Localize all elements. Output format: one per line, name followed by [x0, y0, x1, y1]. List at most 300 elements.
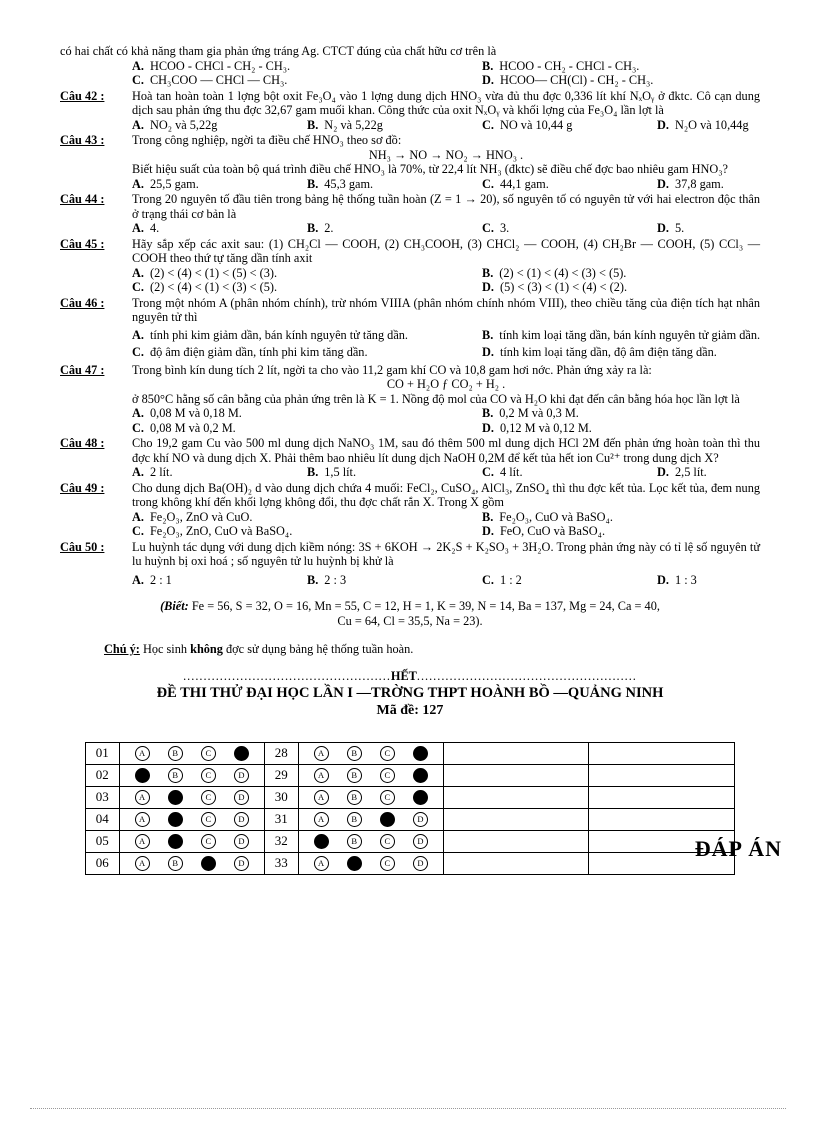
question-49 — [60, 481, 760, 510]
question-label: Câu 43 : — [60, 133, 105, 147]
row-number: 06 — [86, 852, 120, 874]
bubble-d[interactable] — [413, 746, 428, 761]
option-d[interactable] — [657, 573, 816, 588]
bubble-a[interactable] — [314, 790, 329, 805]
bubble-d[interactable] — [234, 834, 249, 849]
bubble-d[interactable] — [413, 834, 428, 849]
bubble-group — [120, 856, 264, 871]
exam-title: ĐỀ THI THỬ ĐẠI HỌC LẦN I —TRỜNG THPT HOÀNH BỒ —QUẢNG NINH — [156, 685, 664, 701]
question-49-options-row-2 — [132, 524, 816, 539]
bubble-c[interactable] — [380, 746, 395, 761]
bubble-letter: C — [384, 769, 391, 780]
question-48-options — [132, 465, 816, 480]
option-text: FeO, CuO và BaSO₄. — [499, 524, 606, 538]
option-letter: D. — [482, 73, 494, 87]
bubble-a[interactable] — [135, 768, 150, 783]
bubble-letter: D — [238, 835, 245, 846]
bubble-c[interactable] — [380, 834, 395, 849]
bubble-d[interactable] — [234, 768, 249, 783]
answer-choices-left[interactable] — [119, 786, 264, 808]
option-a[interactable] — [132, 573, 307, 588]
bubble-a[interactable] — [314, 834, 329, 849]
question-43-stem2: Biết hiệu suất của toàn bộ quá trình điều chế HNO₃ là 70%, từ 22,4 lít NH₃ (đktc) sẽ điều chế đợc bao nhiêu gam HNO₃? — [132, 162, 728, 176]
answer-choices-left[interactable] — [119, 830, 264, 852]
bubble-letter: C — [205, 747, 212, 758]
question-label: Câu 48 : — [60, 436, 105, 450]
row-number: 29 — [265, 764, 299, 786]
table-row — [86, 786, 735, 808]
row-number: 01 — [86, 742, 120, 764]
answer-choices-right[interactable] — [298, 742, 443, 764]
bubble-letter: C — [384, 791, 391, 802]
bubble-letter: A — [139, 835, 146, 846]
bubble-b[interactable] — [347, 812, 362, 827]
atomic-mass-note — [60, 599, 760, 628]
empty-cell — [444, 852, 589, 874]
bubble-d[interactable] — [234, 856, 249, 871]
question-stem: Trong công nghiệp, ngời ta điều chế HNO₃ theo sơ đồ: — [132, 133, 402, 147]
option-b[interactable] — [307, 573, 482, 588]
document-content — [60, 44, 760, 875]
option-c[interactable] — [482, 465, 657, 480]
empty-cell — [444, 742, 589, 764]
row-number: 30 — [265, 786, 299, 808]
bubble-b[interactable] — [347, 790, 362, 805]
bubble-letter: A — [139, 813, 146, 824]
option-letter: D. — [657, 572, 669, 587]
answer-choices-left[interactable] — [119, 808, 264, 830]
bubble-c[interactable] — [201, 812, 216, 827]
option-letter: B. — [482, 509, 494, 524]
bubble-b[interactable] — [168, 768, 183, 783]
bubble-group — [299, 746, 443, 761]
bubble-d[interactable] — [413, 768, 428, 783]
empty-cell — [444, 830, 589, 852]
empty-cell — [444, 786, 589, 808]
question-47-options-row-2 — [132, 421, 816, 436]
bubble-letter: B — [351, 813, 358, 824]
question-stem: Trong 20 nguyên tố đầu tiên trong bảng hệ thống tuần hoàn (Z = 1 → 20), số nguyên tố có nguyên tử với hai electron độc thân ở trạng thái cơ bản là — [132, 192, 760, 221]
option-text: 25,5 gam. — [149, 176, 199, 191]
biet-line-2: Cu = 64, Cl = 35,5, Na = 23). — [337, 613, 483, 628]
bubble-b[interactable] — [168, 746, 183, 761]
bubble-a[interactable] — [314, 856, 329, 871]
option-a[interactable] — [132, 510, 482, 525]
table-row — [86, 830, 735, 852]
bubble-d[interactable] — [234, 790, 249, 805]
bubble-c[interactable] — [380, 856, 395, 871]
option-letter: B. — [482, 327, 494, 342]
bubble-group — [120, 790, 264, 805]
question-42 — [60, 89, 760, 118]
option-text: 37,8 gam. — [674, 176, 724, 191]
bubble-group — [299, 856, 443, 871]
dap-an-heading: ĐÁP ÁN — [694, 836, 782, 861]
question-label: Câu 46 : — [60, 295, 105, 310]
biet-label: (Biết: — [160, 599, 189, 613]
answer-sheet-body — [86, 742, 735, 874]
option-text: 0,12 M và 0,12 M. — [499, 420, 592, 435]
bubble-letter: D — [417, 835, 424, 846]
question-50-options — [132, 573, 816, 588]
option-text: 2 lít. — [149, 465, 173, 479]
option-d[interactable] — [657, 221, 816, 236]
question-45-options-row-2 — [132, 280, 816, 295]
bubble-letter: C — [205, 813, 212, 824]
answer-choices-right[interactable] — [298, 764, 443, 786]
option-a[interactable] — [132, 118, 307, 133]
option-a[interactable] — [132, 59, 482, 74]
bubble-b[interactable] — [347, 746, 362, 761]
option-letter: A. — [132, 117, 144, 132]
question-stem: Hoà tan hoàn toàn 1 lợng bột oxit Fe₃O₄ vào 1 lợng dung dịch HNO₃ vừa đủ thu đợc 0,336 lít khí NₓOᵧ ở đktc. Cô cạn dung dịch sau phản ứng thu đợc 32,67 gam muối khan. Công thức của oxit NₓOᵧ và khối lợng của Fe₃O₄ lần lợt là — [132, 88, 760, 117]
option-text: 2 : 1 — [149, 572, 172, 587]
bubble-letter: D — [238, 769, 245, 780]
option-letter: D. — [482, 280, 494, 294]
bubble-c[interactable] — [201, 746, 216, 761]
bubble-letter: B — [172, 769, 179, 780]
chu-y-line — [104, 642, 760, 657]
option-c[interactable] — [482, 573, 657, 588]
option-letter: A. — [132, 572, 144, 587]
bubble-letter: D — [417, 857, 424, 868]
option-text: N₂ và 5,22g — [324, 117, 383, 132]
option-text: NO₂ và 5,22g — [149, 117, 218, 132]
option-b[interactable] — [482, 59, 816, 74]
bubble-letter: A — [318, 747, 325, 758]
question-43 — [60, 133, 760, 148]
bubble-b[interactable] — [168, 790, 183, 805]
question-47 — [60, 363, 760, 378]
answer-choices-right[interactable] — [298, 786, 443, 808]
empty-cell — [589, 764, 735, 786]
bubble-letter: A — [318, 769, 325, 780]
bubble-letter: D — [238, 791, 245, 802]
bubble-d[interactable] — [413, 790, 428, 805]
row-number: 31 — [265, 808, 299, 830]
empty-cell — [589, 786, 735, 808]
option-text: 45,3 gam. — [324, 176, 374, 191]
option-text: HCOO - CH₂ - CHCl - CH₃. — [499, 58, 640, 73]
answer-choices-left[interactable] — [119, 742, 264, 764]
bubble-d[interactable] — [413, 812, 428, 827]
option-text: Fe₂O₃, ZnO, CuO và BaSO₄. — [149, 524, 293, 538]
option-letter: D. — [482, 420, 494, 435]
option-letter: A. — [132, 509, 144, 524]
bubble-d[interactable] — [234, 812, 249, 827]
bubble-letter: B — [351, 747, 358, 758]
empty-cell — [589, 742, 735, 764]
option-letter: A. — [132, 465, 144, 479]
option-letter: B. — [482, 58, 494, 73]
question-48 — [60, 436, 760, 465]
option-letter: B. — [482, 265, 494, 280]
question-stem: Trong bình kín dung tích 2 lít, ngời ta cho vào 11,2 gam khí CO và 10,8 gam hơi nớc. Phản ứng xảy ra là: — [132, 362, 652, 377]
option-d[interactable] — [482, 280, 816, 295]
option-b[interactable] — [307, 118, 482, 133]
bubble-a[interactable] — [135, 834, 150, 849]
bubble-letter: A — [139, 857, 146, 868]
empty-cell — [444, 808, 589, 830]
bubble-a[interactable] — [135, 812, 150, 827]
option-text: Fe₂O₃, ZnO và CuO. — [149, 509, 253, 524]
question-45 — [60, 237, 760, 266]
option-d[interactable] — [482, 73, 816, 88]
option-letter: C. — [482, 572, 494, 587]
bubble-group — [120, 834, 264, 849]
row-number: 32 — [265, 830, 299, 852]
bubble-a[interactable] — [314, 746, 329, 761]
option-text: (2) < (1) < (4) < (3) < (5). — [499, 265, 627, 280]
option-text: 44,1 gam. — [499, 176, 549, 191]
bubble-letter: C — [384, 857, 391, 868]
bubble-letter: C — [205, 769, 212, 780]
answer-choices-left[interactable] — [119, 852, 264, 874]
bubble-d[interactable] — [234, 746, 249, 761]
bubble-c[interactable] — [201, 768, 216, 783]
option-text: 3. — [499, 221, 510, 235]
option-b[interactable] — [482, 266, 816, 281]
bubble-a[interactable] — [314, 812, 329, 827]
option-letter: C. — [482, 221, 494, 235]
answer-choices-left[interactable] — [119, 764, 264, 786]
option-letter: D. — [657, 465, 669, 479]
option-letter: C. — [132, 524, 144, 538]
option-letter: C. — [132, 73, 144, 87]
option-letter: A. — [132, 58, 144, 73]
option-c[interactable] — [482, 221, 657, 236]
empty-cell — [444, 764, 589, 786]
top-options-row-2 — [132, 73, 816, 88]
option-text: độ âm điện giảm dần, tính phi kim tăng dần. — [149, 345, 368, 359]
option-d[interactable] — [657, 465, 816, 480]
bubble-c[interactable] — [380, 790, 395, 805]
bubble-letter: A — [139, 747, 146, 758]
bubble-letter: B — [172, 747, 179, 758]
question-label: Câu 45 : — [60, 236, 105, 251]
option-c[interactable] — [482, 118, 657, 133]
option-text: HCOO - CHCl - CH₂ - CH₃. — [149, 58, 291, 73]
row-number: 02 — [86, 764, 120, 786]
option-d[interactable] — [482, 421, 816, 436]
question-42-options — [132, 118, 816, 133]
row-number: 28 — [265, 742, 299, 764]
option-a[interactable] — [132, 221, 307, 236]
option-text: 1,5 lít. — [324, 465, 357, 479]
bubble-letter: A — [318, 791, 325, 802]
bubble-group — [120, 768, 264, 783]
bubble-c[interactable] — [201, 834, 216, 849]
option-d[interactable] — [482, 524, 816, 539]
bubble-a[interactable] — [135, 790, 150, 805]
biet-line-1: Fe = 56, S = 32, O = 16, Mn = 55, C = 12, H = 1, K = 39, N = 14, Ba = 137, Mg = 24, Ca = 40, — [188, 599, 660, 613]
dots-left: ................................................... — [183, 668, 391, 683]
question-45-options-row-1 — [132, 266, 816, 281]
question-label: Câu 50 : — [60, 539, 105, 554]
option-c[interactable] — [132, 524, 482, 539]
question-stem: Hãy sắp xếp các axit sau: (1) CH₂Cl — COOH, (2) CH₃COOH, (3) CHCl₂ — COOH, (4) CH₂Br — COOH, (5) CCl₃ — COOH theo thứ tự tăng dần tính axit — [132, 236, 760, 265]
option-a[interactable] — [132, 177, 307, 192]
bubble-letter: A — [318, 857, 325, 868]
option-letter: B. — [307, 572, 319, 587]
option-d[interactable] — [657, 118, 816, 133]
option-text: 1 : 3 — [674, 572, 697, 587]
top-lead-text: có hai chất có khả năng tham gia phản ứng tráng Ag. CTCT đúng của chất hữu cơ trên là — [60, 44, 497, 58]
option-b[interactable] — [482, 406, 816, 421]
question-47-stem2: ở 850°C hằng số cân bằng của phản ứng trên là K = 1. Nồng độ mol của CO và H₂O khi đạt đến cân bằng hóa học lần lợt là — [132, 391, 740, 406]
option-b[interactable] — [482, 328, 816, 343]
option-text: 2,5 lít. — [674, 465, 707, 479]
row-number: 03 — [86, 786, 120, 808]
option-d[interactable] — [657, 177, 816, 192]
question-43-options — [132, 177, 816, 192]
bubble-c[interactable] — [380, 768, 395, 783]
bubble-c[interactable] — [201, 790, 216, 805]
option-text: 0,08 M và 0,18 M. — [149, 406, 242, 420]
option-letter: D. — [482, 524, 494, 538]
question-stem: Cho dung dịch Ba(OH)₂ d vào dung dịch chứa 4 muối: FeCl₂, CuSO₄, AlCl₃, ZnSO₄ thì thu đợc kết tủa. Lọc kết tủa, đem nung trong không khí đến khối lợng không đổi, thu đợc chất rắn X. Trong X gồm — [132, 480, 760, 509]
option-letter: B. — [307, 176, 319, 191]
row-number: 33 — [265, 852, 299, 874]
bubble-letter: C — [384, 747, 391, 758]
option-c[interactable] — [132, 73, 482, 88]
question-label: Câu 47 : — [60, 362, 105, 377]
option-text: 2 : 3 — [324, 572, 347, 587]
bubble-a[interactable] — [135, 746, 150, 761]
dots-right: ...................................................... — [416, 668, 637, 683]
bubble-b[interactable] — [168, 812, 183, 827]
answer-choices-right[interactable] — [298, 830, 443, 852]
option-b[interactable] — [482, 510, 816, 525]
question-49-options-row-1 — [132, 510, 816, 525]
bubble-group — [299, 768, 443, 783]
option-text: 4. — [149, 221, 160, 235]
question-stem: Lu huỳnh tác dụng với dung dịch kiềm nóng: 3S + 6KOH → 2K₂S + K₂SO₃ + 3H₂O. Trong phản ứng này có tỉ lệ số nguyên tử lu huỳnh bị oxi hoá ; số nguyên tử lu huỳnh bị khử là — [132, 539, 760, 568]
chu-y-text-1: Học sinh — [139, 642, 191, 656]
bubble-letter: B — [351, 791, 358, 802]
question-47-equation: CO + H₂O ƒ CO₂ + H₂ . — [386, 377, 506, 391]
option-letter: D. — [482, 345, 494, 359]
option-c[interactable] — [482, 177, 657, 192]
option-text: (2) < (4) < (1) < (3) < (5). — [149, 280, 278, 294]
option-text: tính kim loại tăng dần, độ âm điện tăng dần. — [499, 345, 717, 359]
bubble-b[interactable] — [347, 856, 362, 871]
question-46-options-row-2 — [132, 345, 816, 360]
bubble-b[interactable] — [347, 768, 362, 783]
bubble-group — [299, 812, 443, 827]
bubble-letter: C — [205, 835, 212, 846]
bubble-letter: A — [318, 813, 325, 824]
question-44-options — [132, 221, 816, 236]
table-row — [86, 808, 735, 830]
option-text: 4 lít. — [499, 465, 523, 479]
option-text: 5. — [674, 221, 685, 235]
question-47-options-row-1 — [132, 406, 816, 421]
option-c[interactable] — [132, 421, 482, 436]
bubble-b[interactable] — [347, 834, 362, 849]
option-letter: C. — [482, 176, 494, 191]
row-number: 04 — [86, 808, 120, 830]
chu-y-label: Chú ý: — [104, 642, 140, 656]
question-46-options-row-1 — [132, 328, 816, 343]
option-text: 0,08 M và 0,2 M. — [149, 420, 236, 435]
bubble-b[interactable] — [168, 856, 183, 871]
question-label: Câu 44 : — [60, 192, 105, 206]
option-a[interactable] — [132, 328, 482, 343]
option-c[interactable] — [132, 345, 482, 360]
option-letter: B. — [307, 117, 319, 132]
option-a[interactable] — [132, 266, 482, 281]
table-row — [86, 852, 735, 874]
bubble-letter: D — [238, 857, 245, 868]
answer-choices-right[interactable] — [298, 852, 443, 874]
option-b[interactable] — [307, 465, 482, 480]
bubble-letter: B — [172, 857, 179, 868]
option-letter: C. — [482, 117, 494, 132]
chu-y-bold: không — [190, 642, 223, 656]
bubble-letter: C — [384, 835, 391, 846]
option-a[interactable] — [132, 406, 482, 421]
option-letter: A. — [132, 176, 144, 191]
bubble-a[interactable] — [135, 856, 150, 871]
option-letter: B. — [482, 406, 494, 420]
question-50 — [60, 540, 760, 569]
option-b[interactable] — [307, 177, 482, 192]
option-text: Fe₂O₃, CuO và BaSO₄. — [499, 509, 613, 524]
option-letter: C. — [132, 345, 144, 359]
option-b[interactable] — [307, 221, 482, 236]
option-text: N₂O và 10,44g — [674, 117, 749, 132]
option-text: (5) < (3) < (1) < (4) < (2). — [499, 280, 628, 294]
option-letter: C. — [482, 465, 494, 479]
bubble-b[interactable] — [168, 834, 183, 849]
option-a[interactable] — [132, 465, 307, 480]
bubble-group — [299, 790, 443, 805]
bubble-letter: D — [417, 813, 424, 824]
answer-sheet-table — [85, 742, 735, 875]
bubble-c[interactable] — [380, 812, 395, 827]
empty-cell — [589, 808, 735, 830]
bubble-letter: B — [351, 769, 358, 780]
question-44 — [60, 192, 760, 221]
bubble-group — [299, 834, 443, 849]
option-text: HCOO— CH(Cl) - CH₂ - CH₃. — [499, 73, 654, 87]
option-text: 0,2 M và 0,3 M. — [499, 406, 579, 420]
table-row — [86, 742, 735, 764]
bubble-d[interactable] — [413, 856, 428, 871]
bubble-letter: C — [205, 791, 212, 802]
bubble-group — [120, 746, 264, 761]
option-text: (2) < (4) < (1) < (5) < (3). — [149, 265, 278, 280]
answer-choices-right[interactable] — [298, 808, 443, 830]
bubble-c[interactable] — [201, 856, 216, 871]
chu-y-text-2: đợc sử dụng bảng hệ thống tuần hoàn. — [222, 642, 414, 656]
bubble-letter: D — [238, 813, 245, 824]
option-text: tính kim loại tăng dần, bán kính nguyên tử giảm dần. — [499, 327, 761, 342]
option-d[interactable] — [482, 345, 816, 360]
footer-divider — [30, 1108, 786, 1109]
bubble-a[interactable] — [314, 768, 329, 783]
option-text: NO và 10,44 g — [499, 117, 573, 132]
bubble-group — [120, 812, 264, 827]
ma-de: Mã đề: 127 — [376, 703, 444, 719]
option-c[interactable] — [132, 280, 482, 295]
question-label: Câu 49 : — [60, 480, 105, 495]
option-letter: B. — [307, 465, 319, 479]
option-letter: A. — [132, 327, 144, 342]
option-text: CH₃COO — CHCl — CH₃. — [149, 73, 288, 87]
top-options-row-1 — [132, 59, 816, 74]
